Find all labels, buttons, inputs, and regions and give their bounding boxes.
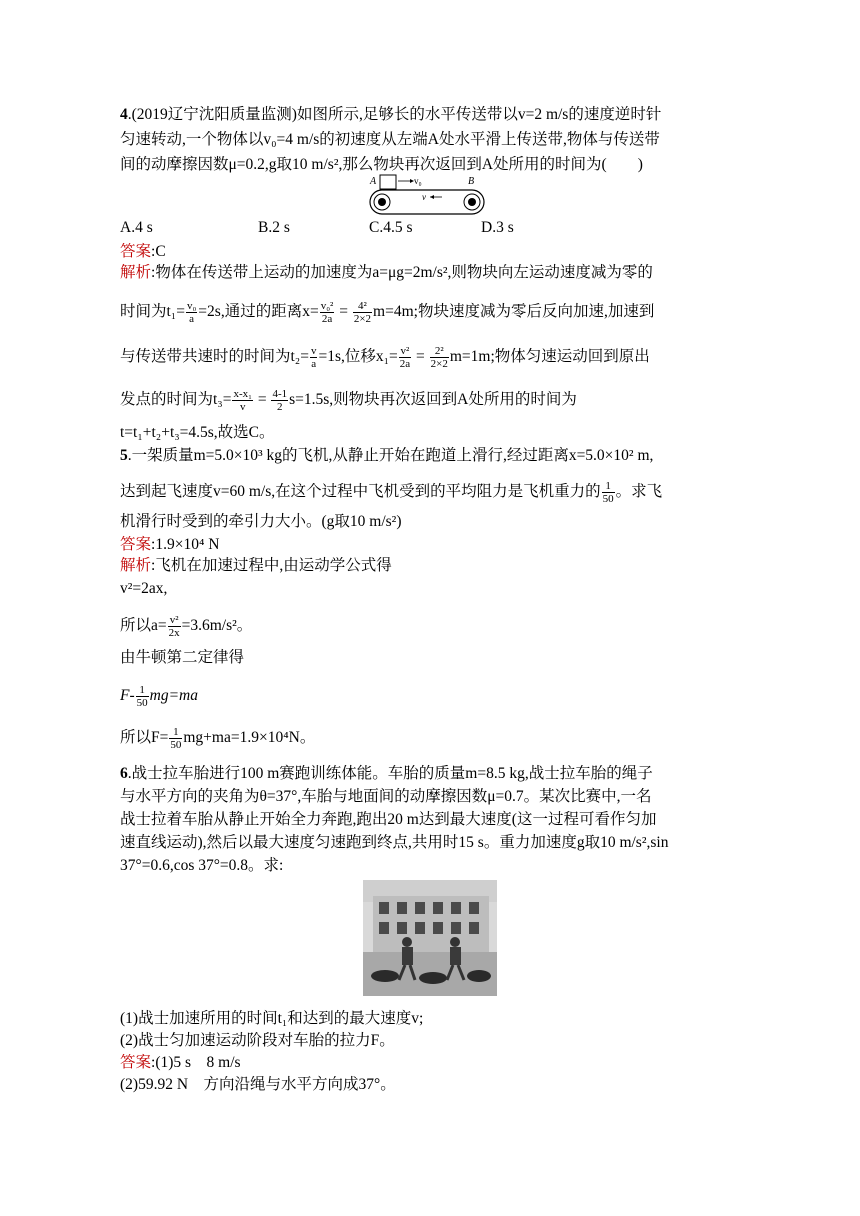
q5-exp-line3: 所以a= $\frac{\text{v²}}{2x}$ =3.6m/s²。: [120, 614, 253, 639]
q6-line4: 速直线运动),然后以最大速度匀速跑到终点,共用时15 s。重力加速度g取10 m/s²,sin: [120, 834, 669, 851]
q4-line1: 4.(2019辽宁沈阳质量监测)如图所示,足够长的水平传送带以v=2 m/s的速度逆时针: [120, 106, 662, 123]
q6-answer-line2: (2)59.92 N 方向沿绳与水平方向成37°。: [120, 1076, 396, 1093]
q5-exp-line5: F- $\frac{1}{50}$ mg=ma: [120, 684, 198, 709]
q4-exp-line4: 发点的时间为t₃= $\frac{\text{x-x₁}}{v}$ = $\frac{4-1}{2}$ s=1.5s,则物块再次返回到A处所用的时间为: [120, 388, 577, 413]
q5-exp-line1: 解析:飞机在加速过程中,由运动学公式得: [120, 557, 392, 574]
q4-exp-line5: t=t₁+t₂+t₃=4.5s,故选C。: [120, 424, 275, 441]
q6-line5: 37°=0.6,cos 37°=0.8。求:: [120, 857, 284, 874]
q6-line1: 6.战士拉车胎进行100 m赛跑训练体能。车胎的质量m=8.5 kg,战士拉车胎的绳子: [120, 765, 653, 782]
q5-line3: 机滑行时受到的牵引力大小。(g取10 m/s²): [120, 513, 402, 530]
q5-line1: 5.一架质量m=5.0×10³ kg的飞机,从静止开始在跑道上滑行,经过距离x=5.0×10² m,: [120, 447, 654, 464]
figure-label-a: A: [370, 176, 377, 187]
q6-sub2: (2)战士匀加速运动阶段对车胎的拉力F。: [120, 1032, 395, 1049]
q4-line2: 匀速转动,一个物体以v₀=4 m/s的初速度从左端A处水平滑上传送带,物体与传送带: [120, 131, 660, 148]
option-d: D.3 s: [481, 219, 514, 236]
q5-exp-line4: 由牛顿第二定律得: [120, 649, 245, 666]
q4-exp-line3: 与传送带共速时的时间为t₂= $\frac{v}{a}$ =1s,位移x₁= $\frac{\text{v²}}{2a}$ = $\frac{\text{2²}}{2\times 2}$ m=1m;物体匀速运动回到原出: [120, 345, 650, 370]
q5-line2: 达到起飞速度v=60 m/s,在这个过程中飞机受到的平均阻力是飞机重力的 $\frac{1}{50}$ 。求飞: [120, 480, 663, 505]
block: [380, 175, 396, 189]
q4-exp-line2: 时间为t₁= $\frac{\text{v₀}}{a}$ =2s,通过的距离x= $\frac{\text{v₀²}}{2a}$ = $\frac{\text{4²}}{2\times 2}$ m=4m;物块速度减为零后反向加速,加速到: [120, 300, 655, 325]
belt: [370, 190, 484, 214]
option-c: C.4.5 s: [369, 219, 413, 236]
tire-pulling-photo: [363, 880, 497, 996]
q4-exp-line1: 解析:物体在传送带上运动的加速度为a=μg=2m/s²,则物块向左运动速度减为零的: [120, 264, 653, 281]
q6-line3: 战士拉着车胎从静止开始全力奔跑,跑出20 m达到最大速度(这一过程可看作匀加: [120, 811, 657, 828]
q4-line3: 间的动摩擦因数μ=0.2,g取10 m/s²,那么物块再次返回到A处所用的时间为( ): [120, 156, 643, 173]
q6-sub1: (1)战士加速所用的时间t₁和达到的最大速度v;: [120, 1010, 424, 1027]
q5-exp-line2: v²=2ax,: [120, 580, 168, 597]
q6-answer: 答案:(1)5 s 8 m/s: [120, 1054, 241, 1071]
q5-exp-line6: 所以F= $\frac{1}{50}$ mg+ma=1.9×10⁴N。: [120, 726, 316, 751]
figure-label-b: B: [468, 176, 475, 187]
option-b: B.2 s: [258, 219, 290, 236]
figure-label-v: v: [422, 192, 426, 202]
conveyor-belt-figure: [366, 172, 490, 218]
figure-label-v0: v₀: [414, 176, 422, 186]
q4-answer: 答案:C: [120, 243, 166, 260]
q6-line2: 与水平方向的夹角为θ=37°,车胎与地面间的动摩擦因数μ=0.7。某次比赛中,一名: [120, 788, 652, 805]
q5-answer: 答案:1.9×10⁴ N: [120, 536, 220, 553]
option-a: A.4 s: [120, 219, 153, 236]
